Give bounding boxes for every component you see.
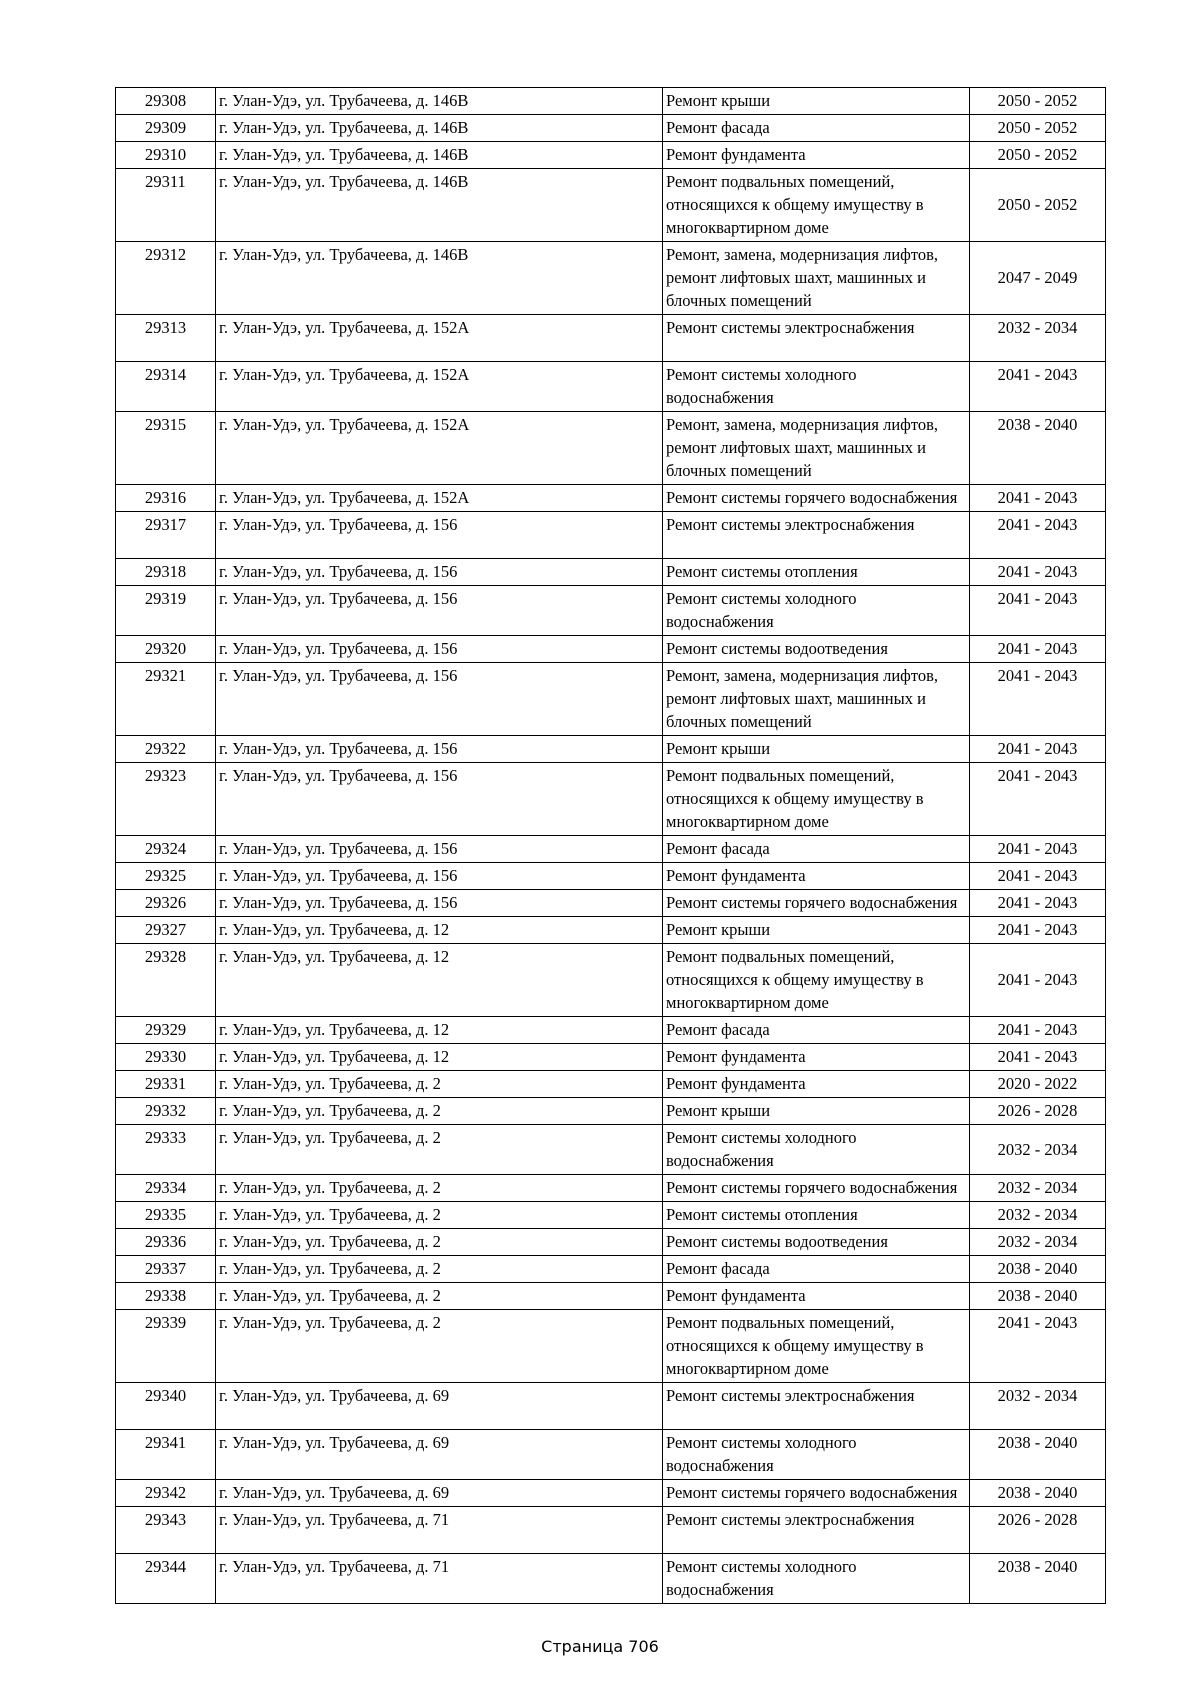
table-row	[116, 944, 1106, 1017]
record-number: 29336	[116, 1229, 216, 1256]
period-cell: 2050 - 2052	[970, 142, 1106, 169]
address-cell: г. Улан-Удэ, ул. Трубачеева, д. 156	[216, 736, 663, 763]
work-type-cell: Ремонт, замена, модернизация лифтов, ремонт лифтовых шахт, машинных и блочных помещений	[663, 242, 970, 315]
page-number: Страница 706	[541, 1637, 659, 1656]
address-cell: г. Улан-Удэ, ул. Трубачеева, д. 71	[216, 1507, 663, 1554]
work-type-cell: Ремонт фасада	[663, 115, 970, 142]
address-cell: г. Улан-Удэ, ул. Трубачеева, д. 12	[216, 1017, 663, 1044]
period-cell: 2041 - 2043	[970, 836, 1106, 863]
record-number: 29321	[116, 663, 216, 736]
table-row	[116, 559, 1106, 586]
table-row	[116, 1044, 1106, 1071]
table-row	[116, 1098, 1106, 1125]
work-type-cell: Ремонт подвальных помещений, относящихся к общему имуществу в многоквартирном доме	[663, 169, 970, 242]
record-number: 29342	[116, 1480, 216, 1507]
record-number: 29327	[116, 917, 216, 944]
record-number: 29324	[116, 836, 216, 863]
period-cell: 2041 - 2043	[970, 586, 1106, 636]
work-type-cell: Ремонт системы холодного водоснабжения	[663, 1125, 970, 1175]
period-cell: 2032 - 2034	[970, 315, 1106, 362]
table-row	[116, 1554, 1106, 1604]
address-cell: г. Улан-Удэ, ул. Трубачеева, д. 146В	[216, 242, 663, 315]
record-number: 29328	[116, 944, 216, 1017]
period-cell: 2041 - 2043	[970, 863, 1106, 890]
record-number: 29344	[116, 1554, 216, 1604]
record-number: 29326	[116, 890, 216, 917]
address-cell: г. Улан-Удэ, ул. Трубачеева, д. 69	[216, 1383, 663, 1430]
table-row	[116, 1480, 1106, 1507]
record-number: 29338	[116, 1283, 216, 1310]
work-type-cell: Ремонт, замена, модернизация лифтов, ремонт лифтовых шахт, машинных и блочных помещений	[663, 412, 970, 485]
address-cell: г. Улан-Удэ, ул. Трубачеева, д. 2	[216, 1283, 663, 1310]
address-cell: г. Улан-Удэ, ул. Трубачеева, д. 12	[216, 917, 663, 944]
address-cell: г. Улан-Удэ, ул. Трубачеева, д. 156	[216, 559, 663, 586]
period-cell: 2050 - 2052	[970, 88, 1106, 115]
address-cell: г. Улан-Удэ, ул. Трубачеева, д. 156	[216, 890, 663, 917]
table-row	[116, 586, 1106, 636]
work-type-cell: Ремонт фасада	[663, 1017, 970, 1044]
table-row	[116, 362, 1106, 412]
work-type-cell: Ремонт системы горячего водоснабжения	[663, 1480, 970, 1507]
table-row	[116, 412, 1106, 485]
table-row	[116, 142, 1106, 169]
period-cell: 2032 - 2034	[970, 1229, 1106, 1256]
period-cell: 2032 - 2034	[970, 1383, 1106, 1430]
table-row	[116, 1175, 1106, 1202]
period-cell: 2041 - 2043	[970, 559, 1106, 586]
table-row	[116, 88, 1106, 115]
table-row	[116, 315, 1106, 362]
address-cell: г. Улан-Удэ, ул. Трубачеева, д. 12	[216, 1044, 663, 1071]
period-cell: 2041 - 2043	[970, 890, 1106, 917]
address-cell: г. Улан-Удэ, ул. Трубачеева, д. 2	[216, 1202, 663, 1229]
table-row	[116, 736, 1106, 763]
period-cell: 2038 - 2040	[970, 412, 1106, 485]
period-cell: 2038 - 2040	[970, 1283, 1106, 1310]
address-cell: г. Улан-Удэ, ул. Трубачеева, д. 2	[216, 1098, 663, 1125]
period-cell: 2026 - 2028	[970, 1098, 1106, 1125]
address-cell: г. Улан-Удэ, ул. Трубачеева, д. 156	[216, 763, 663, 836]
address-cell: г. Улан-Удэ, ул. Трубачеева, д. 69	[216, 1430, 663, 1480]
table-row	[116, 836, 1106, 863]
record-number: 29312	[116, 242, 216, 315]
period-cell: 2041 - 2043	[970, 1044, 1106, 1071]
record-number: 29309	[116, 115, 216, 142]
work-type-cell: Ремонт системы горячего водоснабжения	[663, 890, 970, 917]
address-cell: г. Улан-Удэ, ул. Трубачеева, д. 152А	[216, 412, 663, 485]
work-type-cell: Ремонт системы горячего водоснабжения	[663, 485, 970, 512]
record-number: 29315	[116, 412, 216, 485]
record-number: 29325	[116, 863, 216, 890]
period-cell: 2026 - 2028	[970, 1507, 1106, 1554]
table-row	[116, 1507, 1106, 1554]
record-number: 29316	[116, 485, 216, 512]
table-row	[116, 1229, 1106, 1256]
period-cell: 2038 - 2040	[970, 1554, 1106, 1604]
table-row	[116, 663, 1106, 736]
address-cell: г. Улан-Удэ, ул. Трубачеева, д. 152А	[216, 485, 663, 512]
period-cell: 2041 - 2043	[970, 763, 1106, 836]
record-number: 29320	[116, 636, 216, 663]
work-type-cell: Ремонт системы электроснабжения	[663, 315, 970, 362]
period-cell: 2041 - 2043	[970, 512, 1106, 559]
address-cell: г. Улан-Удэ, ул. Трубачеева, д. 156	[216, 663, 663, 736]
record-number: 29318	[116, 559, 216, 586]
address-cell: г. Улан-Удэ, ул. Трубачеева, д. 2	[216, 1125, 663, 1175]
table-row	[116, 1125, 1106, 1175]
record-number: 29322	[116, 736, 216, 763]
address-cell: г. Улан-Удэ, ул. Трубачеева, д. 156	[216, 586, 663, 636]
record-number: 29333	[116, 1125, 216, 1175]
record-number: 29319	[116, 586, 216, 636]
record-number: 29310	[116, 142, 216, 169]
period-cell: 2032 - 2034	[970, 1202, 1106, 1229]
address-cell: г. Улан-Удэ, ул. Трубачеева, д. 146В	[216, 142, 663, 169]
period-cell: 2050 - 2052	[970, 169, 1106, 242]
work-type-cell: Ремонт крыши	[663, 917, 970, 944]
table-row	[116, 1256, 1106, 1283]
work-type-cell: Ремонт системы горячего водоснабжения	[663, 1175, 970, 1202]
table-row	[116, 169, 1106, 242]
period-cell: 2041 - 2043	[970, 736, 1106, 763]
address-cell: г. Улан-Удэ, ул. Трубачеева, д. 12	[216, 944, 663, 1017]
repair-schedule-table	[115, 87, 1106, 1604]
address-cell: г. Улан-Удэ, ул. Трубачеева, д. 152А	[216, 315, 663, 362]
address-cell: г. Улан-Удэ, ул. Трубачеева, д. 156	[216, 836, 663, 863]
address-cell: г. Улан-Удэ, ул. Трубачеева, д. 146В	[216, 88, 663, 115]
work-type-cell: Ремонт системы отопления	[663, 1202, 970, 1229]
work-type-cell: Ремонт подвальных помещений, относящихся к общему имуществу в многоквартирном доме	[663, 763, 970, 836]
record-number: 29337	[116, 1256, 216, 1283]
table-row	[116, 1383, 1106, 1430]
table-row	[116, 636, 1106, 663]
record-number: 29308	[116, 88, 216, 115]
work-type-cell: Ремонт подвальных помещений, относящихся к общему имуществу в многоквартирном доме	[663, 1310, 970, 1383]
address-cell: г. Улан-Удэ, ул. Трубачеева, д. 69	[216, 1480, 663, 1507]
period-cell: 2032 - 2034	[970, 1175, 1106, 1202]
work-type-cell: Ремонт системы холодного водоснабжения	[663, 586, 970, 636]
address-cell: г. Улан-Удэ, ул. Трубачеева, д. 156	[216, 512, 663, 559]
address-cell: г. Улан-Удэ, ул. Трубачеева, д. 71	[216, 1554, 663, 1604]
work-type-cell: Ремонт системы электроснабжения	[663, 1507, 970, 1554]
work-type-cell: Ремонт системы водоотведения	[663, 1229, 970, 1256]
work-type-cell: Ремонт системы электроснабжения	[663, 1383, 970, 1430]
record-number: 29331	[116, 1071, 216, 1098]
table-row	[116, 917, 1106, 944]
record-number: 29317	[116, 512, 216, 559]
record-number: 29335	[116, 1202, 216, 1229]
table-row	[116, 485, 1106, 512]
period-cell: 2041 - 2043	[970, 663, 1106, 736]
address-cell: г. Улан-Удэ, ул. Трубачеева, д. 2	[216, 1175, 663, 1202]
work-type-cell: Ремонт крыши	[663, 88, 970, 115]
work-type-cell: Ремонт, замена, модернизация лифтов, ремонт лифтовых шахт, машинных и блочных помещений	[663, 663, 970, 736]
period-cell: 2041 - 2043	[970, 636, 1106, 663]
address-cell: г. Улан-Удэ, ул. Трубачеева, д. 2	[216, 1310, 663, 1383]
table-row	[116, 115, 1106, 142]
period-cell: 2047 - 2049	[970, 242, 1106, 315]
work-type-cell: Ремонт системы холодного водоснабжения	[663, 1430, 970, 1480]
table-row	[116, 512, 1106, 559]
work-type-cell: Ремонт фасада	[663, 836, 970, 863]
work-type-cell: Ремонт системы холодного водоснабжения	[663, 1554, 970, 1604]
address-cell: г. Улан-Удэ, ул. Трубачеева, д. 146В	[216, 169, 663, 242]
work-type-cell: Ремонт фундамента	[663, 1283, 970, 1310]
period-cell: 2041 - 2043	[970, 1310, 1106, 1383]
work-type-cell: Ремонт системы водоотведения	[663, 636, 970, 663]
work-type-cell: Ремонт системы электроснабжения	[663, 512, 970, 559]
address-cell: г. Улан-Удэ, ул. Трубачеева, д. 156	[216, 636, 663, 663]
table-row	[116, 1017, 1106, 1044]
address-cell: г. Улан-Удэ, ул. Трубачеева, д. 2	[216, 1071, 663, 1098]
table-row	[116, 890, 1106, 917]
period-cell: 2041 - 2043	[970, 485, 1106, 512]
record-number: 29313	[116, 315, 216, 362]
work-type-cell: Ремонт фундамента	[663, 1044, 970, 1071]
address-cell: г. Улан-Удэ, ул. Трубачеева, д. 156	[216, 863, 663, 890]
period-cell: 2032 - 2034	[970, 1125, 1106, 1175]
table-row	[116, 863, 1106, 890]
record-number: 29332	[116, 1098, 216, 1125]
work-type-cell: Ремонт системы холодного водоснабжения	[663, 362, 970, 412]
record-number: 29343	[116, 1507, 216, 1554]
period-cell: 2038 - 2040	[970, 1256, 1106, 1283]
address-cell: г. Улан-Удэ, ул. Трубачеева, д. 146В	[216, 115, 663, 142]
period-cell: 2041 - 2043	[970, 944, 1106, 1017]
period-cell: 2038 - 2040	[970, 1430, 1106, 1480]
work-type-cell: Ремонт крыши	[663, 736, 970, 763]
period-cell: 2041 - 2043	[970, 362, 1106, 412]
period-cell: 2020 - 2022	[970, 1071, 1106, 1098]
address-cell: г. Улан-Удэ, ул. Трубачеева, д. 2	[216, 1229, 663, 1256]
record-number: 29329	[116, 1017, 216, 1044]
record-number: 29311	[116, 169, 216, 242]
table-row	[116, 1310, 1106, 1383]
period-cell: 2041 - 2043	[970, 917, 1106, 944]
record-number: 29314	[116, 362, 216, 412]
period-cell: 2050 - 2052	[970, 115, 1106, 142]
record-number: 29330	[116, 1044, 216, 1071]
work-type-cell: Ремонт крыши	[663, 1098, 970, 1125]
table-row	[116, 1202, 1106, 1229]
period-cell: 2041 - 2043	[970, 1017, 1106, 1044]
table-row	[116, 242, 1106, 315]
record-number: 29340	[116, 1383, 216, 1430]
period-cell: 2038 - 2040	[970, 1480, 1106, 1507]
address-cell: г. Улан-Удэ, ул. Трубачеева, д. 152А	[216, 362, 663, 412]
table-row	[116, 1283, 1106, 1310]
work-type-cell: Ремонт фундамента	[663, 142, 970, 169]
work-type-cell: Ремонт системы отопления	[663, 559, 970, 586]
address-cell: г. Улан-Удэ, ул. Трубачеева, д. 2	[216, 1256, 663, 1283]
work-type-cell: Ремонт фундамента	[663, 863, 970, 890]
work-type-cell: Ремонт фундамента	[663, 1071, 970, 1098]
table-body	[116, 88, 1106, 1604]
table-row	[116, 763, 1106, 836]
record-number: 29341	[116, 1430, 216, 1480]
record-number: 29323	[116, 763, 216, 836]
work-type-cell: Ремонт подвальных помещений, относящихся к общему имуществу в многоквартирном доме	[663, 944, 970, 1017]
table-row	[116, 1071, 1106, 1098]
work-type-cell: Ремонт фасада	[663, 1256, 970, 1283]
record-number: 29339	[116, 1310, 216, 1383]
record-number: 29334	[116, 1175, 216, 1202]
table-row	[116, 1430, 1106, 1480]
